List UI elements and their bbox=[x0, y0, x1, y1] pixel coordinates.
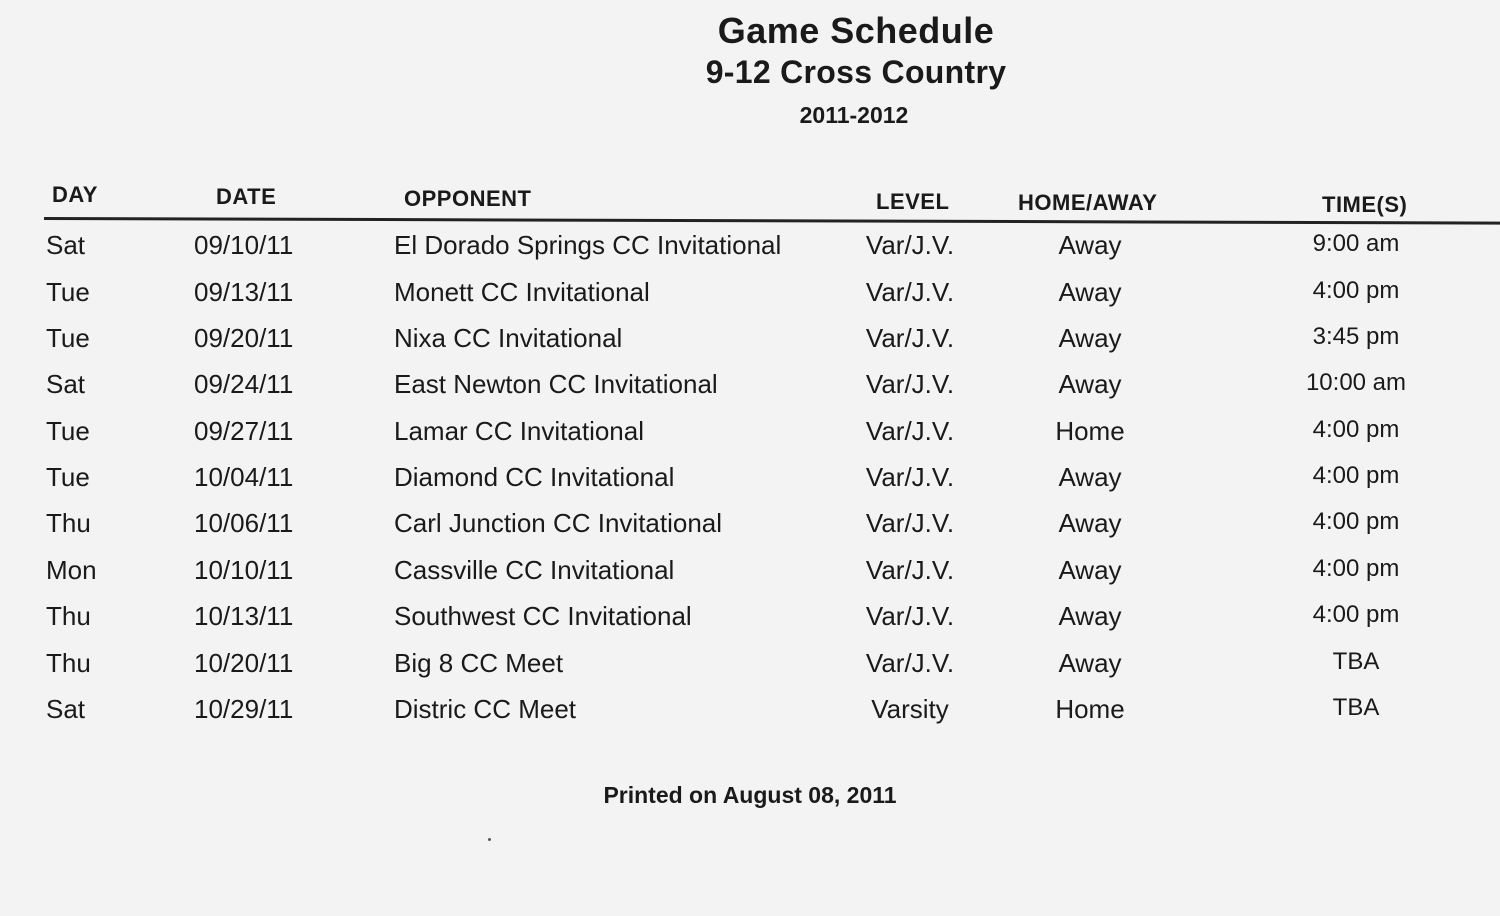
time-cell: TBA bbox=[1332, 694, 1380, 721]
level-cell: Var/J.V. bbox=[865, 555, 955, 585]
day-cell: Tue bbox=[46, 416, 90, 446]
date-cell: 10/20/11 bbox=[194, 648, 294, 678]
home-away-cell: Home bbox=[1055, 416, 1125, 446]
date-cell: 10/29/11 bbox=[194, 694, 294, 724]
date-cell: 10/13/11 bbox=[194, 601, 294, 631]
level-cell: Var/J.V. bbox=[865, 230, 955, 260]
table-row bbox=[0, 323, 1500, 363]
opponent-cell: Southwest CC Invitational bbox=[394, 601, 692, 631]
time-cell: TBA bbox=[1332, 648, 1380, 675]
table-row bbox=[0, 601, 1500, 641]
day-cell: Sat bbox=[46, 694, 86, 724]
level-cell: Var/J.V. bbox=[865, 601, 955, 631]
column-header-times: TIME(S) bbox=[1322, 192, 1408, 217]
opponent-cell: El Dorado Springs CC Invitational bbox=[394, 230, 782, 260]
day-cell: Tue bbox=[46, 277, 90, 307]
time-cell: 9:00 am bbox=[1312, 230, 1400, 257]
date-cell: 10/04/11 bbox=[194, 462, 294, 492]
column-header-day: DAY bbox=[52, 182, 98, 207]
time-cell: 4:00 pm bbox=[1312, 601, 1400, 628]
home-away-cell: Away bbox=[1058, 508, 1122, 538]
home-away-cell: Away bbox=[1058, 648, 1122, 678]
opponent-cell: Big 8 CC Meet bbox=[394, 648, 564, 678]
date-cell: 10/10/11 bbox=[194, 555, 294, 585]
date-cell: 09/13/11 bbox=[194, 277, 294, 307]
home-away-cell: Away bbox=[1058, 230, 1122, 260]
date-cell: 09/24/11 bbox=[194, 369, 294, 399]
printed-date: Printed on August 08, 2011 bbox=[603, 782, 897, 808]
opponent-cell: Cassville CC Invitational bbox=[394, 555, 675, 585]
day-cell: Thu bbox=[46, 601, 91, 631]
table-row bbox=[0, 416, 1500, 456]
table-row bbox=[0, 555, 1500, 595]
page-title: Game Schedule bbox=[717, 10, 995, 51]
date-cell: 09/27/11 bbox=[194, 416, 294, 446]
level-cell: Var/J.V. bbox=[865, 369, 955, 399]
home-away-cell: Away bbox=[1058, 369, 1122, 399]
table-row bbox=[0, 462, 1500, 502]
day-cell: Thu bbox=[46, 508, 91, 538]
home-away-cell: Away bbox=[1058, 323, 1122, 353]
column-header-level: LEVEL bbox=[876, 189, 950, 214]
page-subtitle: 9-12 Cross Country bbox=[705, 54, 1007, 90]
opponent-cell: Lamar CC Invitational bbox=[394, 416, 644, 446]
column-header-date: DATE bbox=[216, 184, 277, 209]
table-row bbox=[0, 230, 1500, 270]
time-cell: 4:00 pm bbox=[1312, 508, 1400, 535]
time-cell: 3:45 pm bbox=[1312, 323, 1400, 350]
day-cell: Sat bbox=[46, 369, 86, 399]
day-cell: Tue bbox=[46, 323, 90, 353]
level-cell: Var/J.V. bbox=[865, 323, 955, 353]
table-row bbox=[0, 369, 1500, 409]
day-cell: Thu bbox=[46, 648, 91, 678]
season-label: 2011-2012 bbox=[799, 102, 909, 128]
time-cell: 4:00 pm bbox=[1312, 555, 1400, 582]
table-row bbox=[0, 694, 1500, 734]
time-cell: 10:00 am bbox=[1305, 369, 1407, 396]
opponent-cell: Monett CC Invitational bbox=[394, 277, 650, 307]
opponent-cell: Distric CC Meet bbox=[394, 694, 577, 724]
home-away-cell: Away bbox=[1058, 277, 1122, 307]
date-cell: 09/10/11 bbox=[194, 230, 294, 260]
table-row bbox=[0, 648, 1500, 688]
home-away-cell: Away bbox=[1058, 555, 1122, 585]
opponent-cell: Diamond CC Invitational bbox=[394, 462, 675, 492]
level-cell: Var/J.V. bbox=[865, 416, 955, 446]
date-cell: 09/20/11 bbox=[194, 323, 294, 353]
home-away-cell: Home bbox=[1055, 694, 1125, 724]
home-away-cell: Away bbox=[1058, 601, 1122, 631]
header-divider bbox=[44, 217, 1500, 225]
opponent-cell: East Newton CC Invitational bbox=[394, 369, 718, 399]
level-cell: Var/J.V. bbox=[865, 508, 955, 538]
level-cell: Varsity bbox=[871, 694, 949, 724]
day-cell: Mon bbox=[46, 555, 97, 585]
opponent-cell: Nixa CC Invitational bbox=[394, 323, 623, 353]
scan-speck bbox=[488, 838, 491, 841]
time-cell: 4:00 pm bbox=[1312, 277, 1400, 304]
time-cell: 4:00 pm bbox=[1312, 462, 1400, 489]
time-cell: 4:00 pm bbox=[1312, 416, 1400, 443]
table-row bbox=[0, 277, 1500, 317]
column-header-opponent: OPPONENT bbox=[404, 186, 532, 211]
level-cell: Var/J.V. bbox=[865, 277, 955, 307]
date-cell: 10/06/11 bbox=[194, 508, 294, 538]
home-away-cell: Away bbox=[1058, 462, 1122, 492]
table-row bbox=[0, 508, 1500, 548]
opponent-cell: Carl Junction CC Invitational bbox=[394, 508, 723, 538]
day-cell: Tue bbox=[46, 462, 90, 492]
day-cell: Sat bbox=[46, 230, 86, 260]
level-cell: Var/J.V. bbox=[865, 648, 955, 678]
level-cell: Var/J.V. bbox=[865, 462, 955, 492]
column-header-home-away: HOME/AWAY bbox=[1018, 190, 1158, 215]
